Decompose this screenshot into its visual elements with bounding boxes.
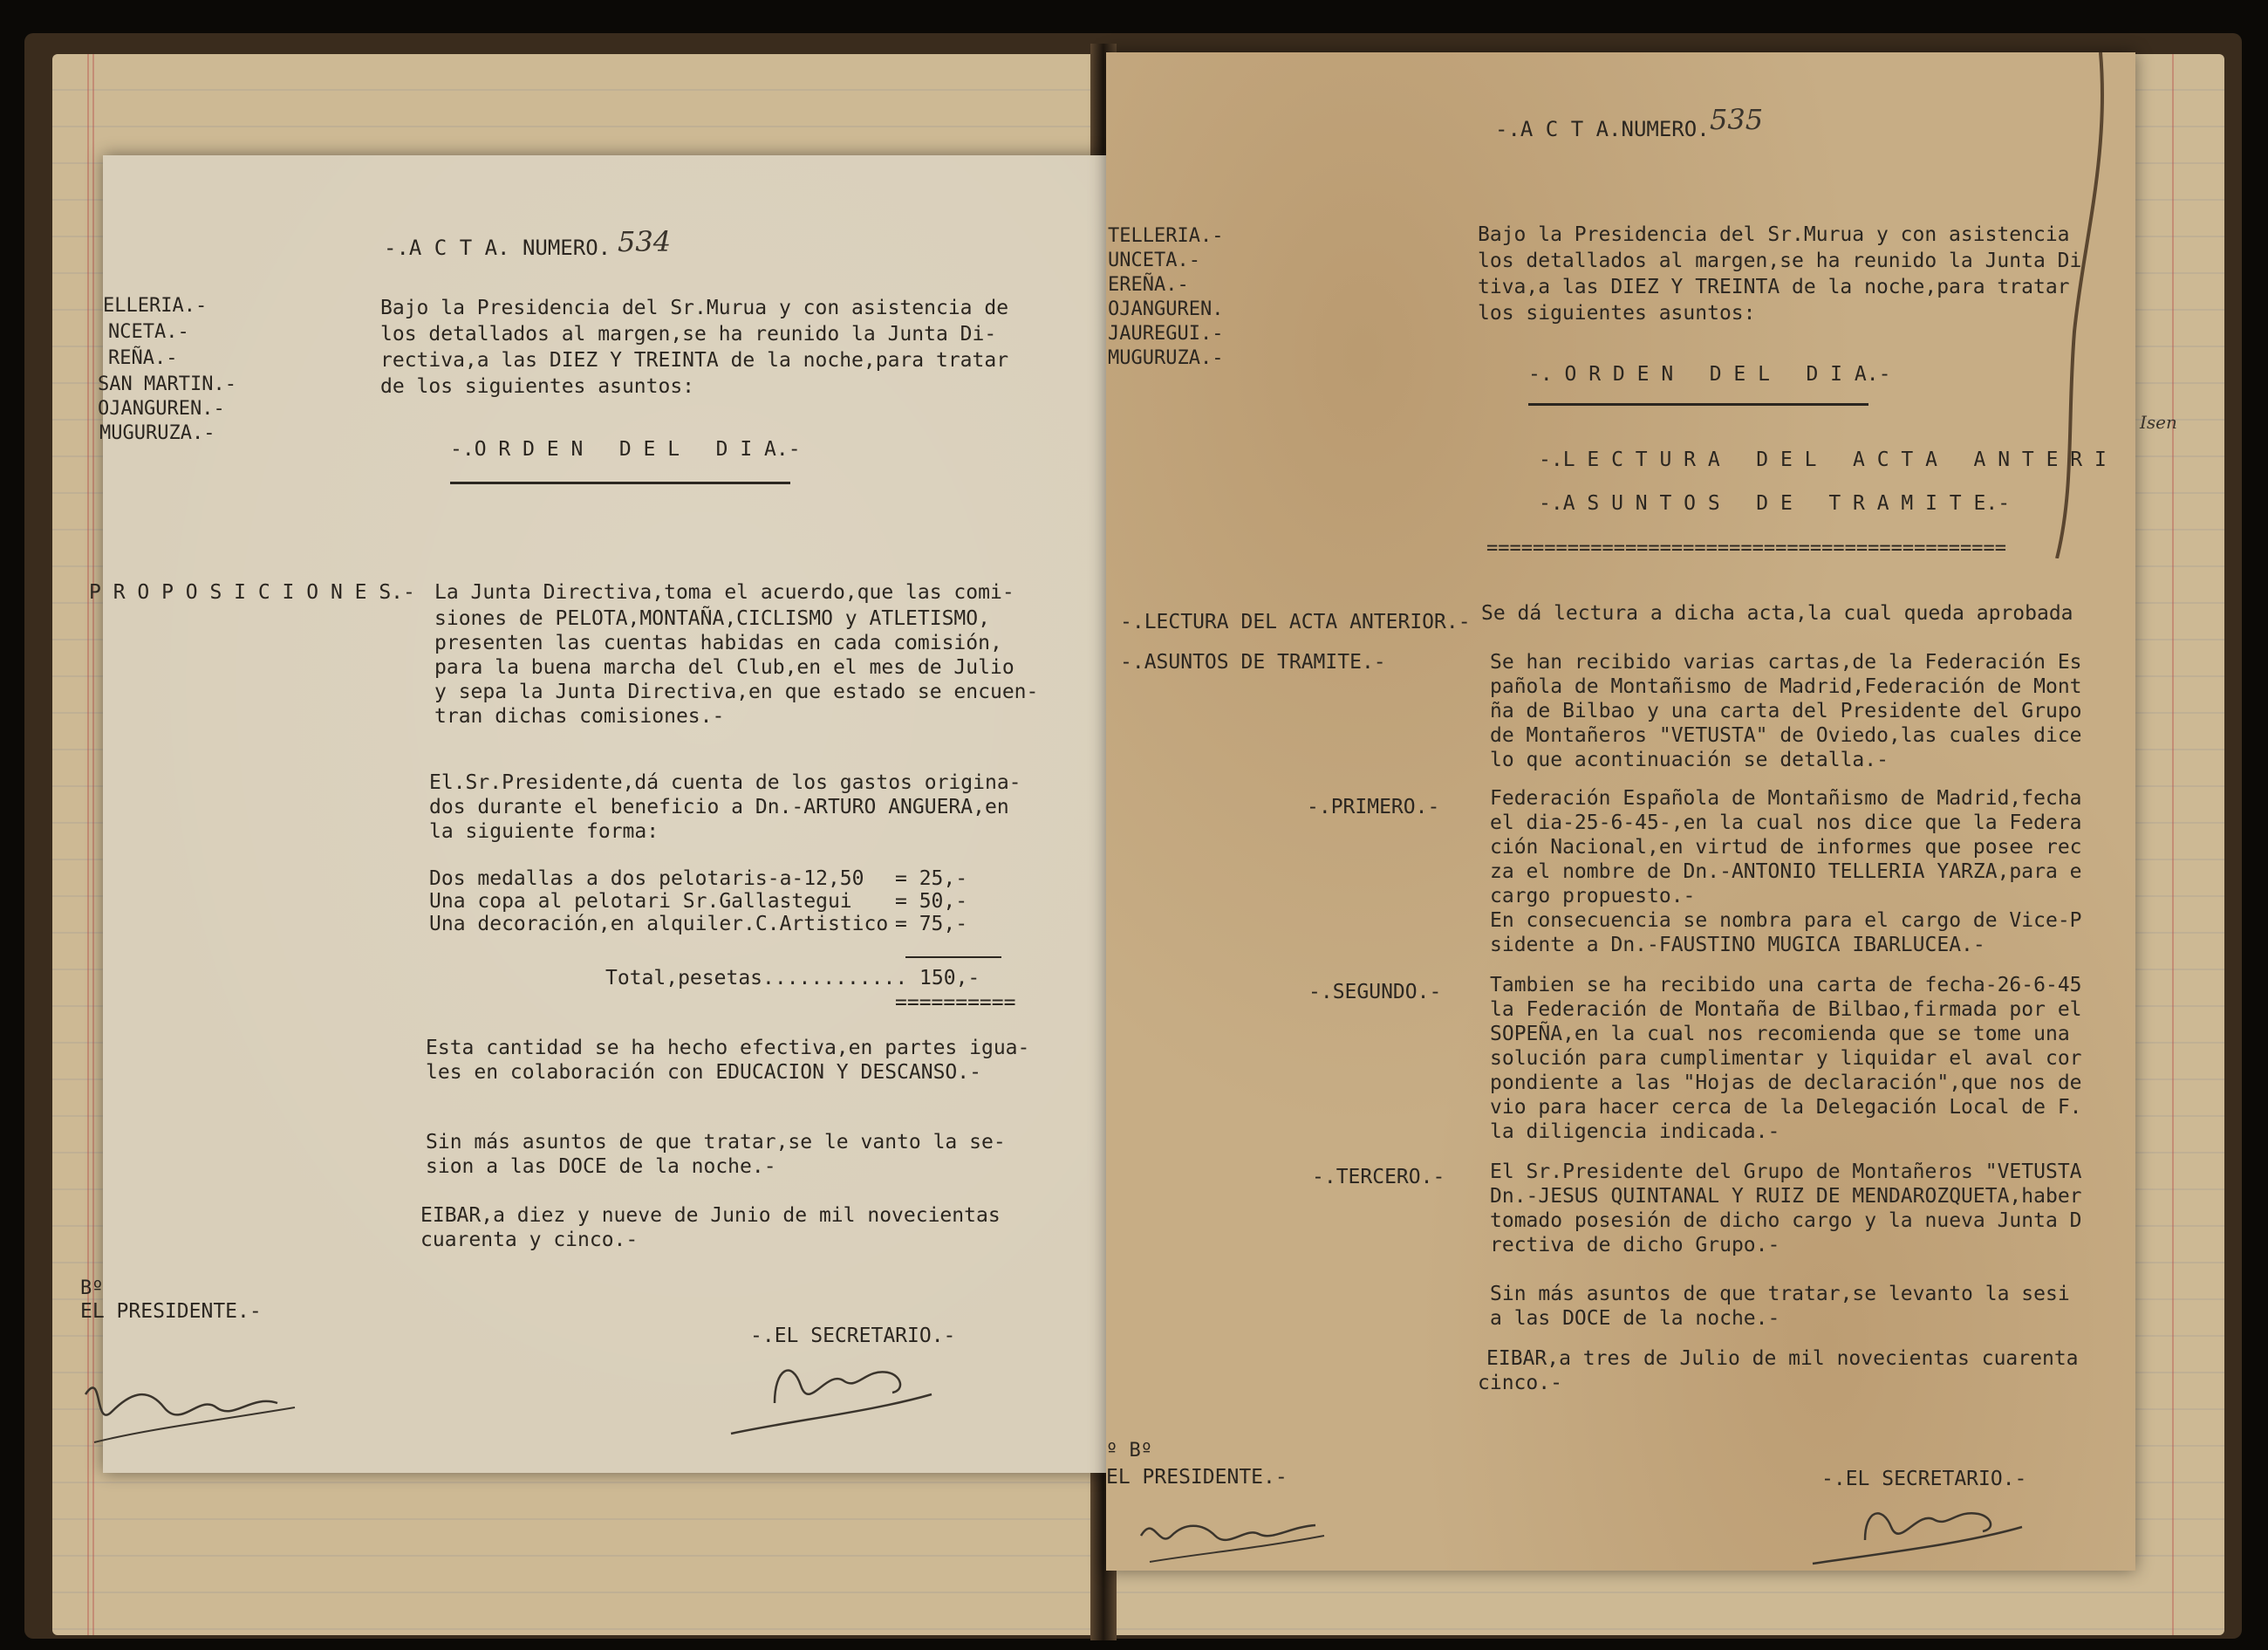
attendee: ELLERIA.- — [103, 295, 208, 317]
presidente-label: EL PRESIDENTE.- — [1106, 1466, 1288, 1489]
acta-number: 534 — [618, 225, 672, 258]
expense-item: Una decoración,en alquiler.C.Artistico — [429, 913, 889, 935]
text-line: la Federación de Montaña de Bilbao,firmada por el — [1490, 998, 2082, 1021]
orden-item: -.A S U N T O S D E T R A M I T E.- — [1539, 492, 2011, 515]
text-line: Esta cantidad se ha hecho efectiva,en partes igua- — [426, 1037, 1030, 1059]
text-line: Bajo la Presidencia del Sr.Murua y con asistencia — [1478, 223, 2070, 246]
text-line: de los siguientes asuntos: — [380, 375, 695, 398]
text-line: El.Sr.Presidente,dá cuenta de los gastos origina- — [429, 771, 1021, 794]
text-line: SOPEÑA,en la cual nos recomienda que se tome una — [1490, 1023, 2070, 1045]
attendee: MUGURUZA.- — [1108, 347, 1224, 369]
tercero-label: -.TERCERO.- — [1312, 1166, 1445, 1188]
text-line: a las DOCE de la noche.- — [1490, 1307, 1780, 1330]
attendee: EREÑA.- — [1108, 274, 1189, 296]
signature-secretario-stroke — [714, 1351, 940, 1447]
attendee: TELLERIA.- — [1108, 225, 1224, 247]
text-line: Bajo la Presidencia del Sr.Murua y con asistencia de — [380, 297, 1009, 319]
text-line: los siguientes asuntos: — [1478, 302, 1756, 325]
signature-secretario-stroke — [1804, 1501, 2031, 1571]
text-line: Sin más asuntos de que tratar,se levanto la sesi — [1490, 1283, 2070, 1305]
text-line: tomado posesión de dicho cargo y la nueva Junta D — [1490, 1209, 2082, 1232]
text-line: solución para cumplimentar y liquidar el aval cor — [1490, 1047, 2082, 1070]
text-line: de Montañeros "VETUSTA" de Oviedo,las cuales dice — [1490, 724, 2082, 747]
attendee: JAUREGUI.- — [1108, 323, 1224, 345]
expense-amount: = 50,- — [895, 890, 968, 913]
attendee: OJANGUREN. — [1108, 298, 1224, 320]
text-line: ña de Bilbao y una carta del Presidente del Grupo — [1490, 700, 2082, 722]
expense-amount: = 25,- — [895, 867, 968, 890]
attendee: SAN MARTIN.- — [98, 373, 236, 395]
text-line: y sepa la Junta Directiva,en que estado se encuen- — [434, 681, 1039, 703]
attendee: UNCETA.- — [1108, 250, 1200, 271]
expense-item: Dos medallas a dos pelotaris-a-12,50 — [429, 867, 864, 890]
total-underline: ========== — [895, 991, 1016, 1014]
text-line: Federación Española de Montañismo de Madrid,fecha — [1490, 787, 2082, 810]
attendee: NCETA.- — [108, 321, 189, 343]
acta-title: -.A C T A. NUMERO. — [384, 236, 611, 260]
text-line: dos durante el beneficio a Dn.-ARTURO ANGUERA,en — [429, 796, 1009, 818]
signature-presidente — [77, 1359, 304, 1455]
text-line: sidente a Dn.-FAUSTINO MUGICA IBARLUCEA.- — [1490, 934, 1985, 956]
text-line: tran dichas comisiones.- — [434, 705, 725, 728]
text-line: vio para hacer cerca de la Delegación Local de F. — [1490, 1096, 2082, 1119]
attendee: REÑA.- — [108, 347, 178, 369]
attendee: MUGURUZA.- — [99, 422, 215, 444]
text-line: presenten las cuentas habidas en cada comisión, — [434, 632, 1002, 654]
text-line: EIBAR,a diez y nueve de Junio de mil novecientas — [420, 1204, 1001, 1227]
text-line: la siguiente forma: — [429, 820, 659, 843]
text-line: La Junta Directiva,toma el acuerdo,que las comi- — [434, 581, 1014, 604]
text-line: cuarenta y cinco.- — [420, 1229, 639, 1251]
acta-number: 535 — [1710, 103, 1764, 136]
text-line: tiva,a las DIEZ Y TREINTA de la noche,para tratar — [1478, 276, 2070, 298]
text-line: sion a las DOCE de la noche.- — [426, 1155, 776, 1178]
text-line: los detallados al margen,se ha reunido la Junta Di — [1478, 250, 2082, 272]
lectura-label: -.LECTURA DEL ACTA ANTERIOR.- — [1120, 611, 1471, 633]
text-line: Tambien se ha recibido una carta de fecha-26-6-45 — [1490, 974, 2082, 996]
signature-presidente — [1106, 1501, 1333, 1571]
text-line: Se dá lectura a dicha acta,la cual queda aprobada — [1481, 602, 2073, 625]
separator-line: ============================================= — [1486, 537, 2007, 559]
total-line: Total,pesetas............ 150,- — [605, 967, 980, 989]
text-line: los detallados al margen,se ha reunido la Junta Di- — [380, 323, 997, 346]
text-line: pañola de Montañismo de Madrid,Federación de Mont — [1490, 675, 2082, 698]
margin-line — [2172, 54, 2174, 1635]
heading-underline — [1528, 403, 1868, 406]
text-line: el dia-25-6-45-,en la cual nos dice que la Federa — [1490, 811, 2082, 834]
text-line: para la buena marcha del Club,en el mes de Julio — [434, 656, 1014, 679]
segundo-label: -.SEGUNDO.- — [1308, 981, 1442, 1003]
text-line: En consecuencia se nombra para el cargo de Vice-P — [1490, 909, 2082, 932]
orden-heading: -.O R D E N D E L D I A.- — [450, 438, 801, 461]
text-line: cargo propuesto.- — [1490, 885, 1696, 907]
acta-534-sheet — [80, 155, 1106, 1473]
text-line: cinco.- — [1478, 1372, 1562, 1394]
orden-heading: -. O R D E N D E L D I A.- — [1528, 363, 1891, 386]
text-line: rectiva,a las DIEZ Y TREINTA de la noche,para tratar — [380, 349, 1009, 372]
text-line: lo que acontinuación se detalla.- — [1490, 749, 1889, 771]
text-line: EIBAR,a tres de Julio de mil novecientas cuarenta — [1486, 1347, 2079, 1370]
text-line: ción Nacional,en virtud de informes que posee rec — [1490, 836, 2082, 859]
presidente-label: EL PRESIDENTE.- — [80, 1300, 262, 1323]
acta-title: -.A C T A.NUMERO. — [1495, 117, 1710, 141]
secretario-label: -.EL SECRETARIO.- — [750, 1325, 956, 1347]
signature-secretario — [714, 1351, 940, 1447]
text-line: siones de PELOTA,MONTAÑA,CICLISMO y ATLETISMO, — [434, 607, 990, 630]
proposiciones-label: P R O P O S I C I O N E S.- — [89, 581, 415, 604]
signature-presidente-stroke — [1106, 1501, 1333, 1571]
signature-presidente-stroke — [77, 1359, 304, 1455]
margin-note: Isen — [2140, 412, 2177, 433]
text-line: El Sr.Presidente del Grupo de Montañeros "VETUSTA — [1490, 1160, 2082, 1183]
text-line: Se han recibido varias cartas,de la Federación Es — [1490, 651, 2082, 674]
sum-rule — [905, 956, 1001, 958]
secretario-label: -.EL SECRETARIO.- — [1821, 1468, 2027, 1490]
vb-mark: Bº — [80, 1277, 104, 1299]
paper-tear — [2048, 52, 2144, 558]
text-line: la diligencia indicada.- — [1490, 1120, 1780, 1143]
vb-mark: º Bº — [1106, 1440, 1152, 1462]
text-line: Sin más asuntos de que tratar,se le vanto la se- — [426, 1131, 1006, 1154]
heading-underline — [450, 482, 790, 484]
text-line: rectiva de dicho Grupo.- — [1490, 1234, 1780, 1256]
text-line: pondiente a las "Hojas de declaración",que nos de — [1490, 1071, 2082, 1094]
expense-item: Una copa al pelotari Sr.Gallastegui — [429, 890, 852, 913]
text-line: les en colaboración con EDUCACION Y DESCANSO.- — [426, 1061, 981, 1084]
attendee: OJANGUREN.- — [98, 398, 225, 420]
primero-label: -.PRIMERO.- — [1307, 796, 1440, 818]
text-line: Dn.-JESUS QUINTANAL Y RUIZ DE MENDAROZQUETA,haber — [1490, 1185, 2082, 1208]
orden-item: -.L E C T U R A D E L A C T A A N T E R I — [1539, 448, 2107, 471]
expense-amount: = 75,- — [895, 913, 968, 935]
asuntos-label: -.ASUNTOS DE TRAMITE.- — [1120, 651, 1386, 674]
signature-secretario — [1804, 1501, 2031, 1571]
text-line: za el nombre de Dn.-ANTONIO TELLERIA YARZA,para e — [1490, 860, 2082, 883]
acta-535-sheet — [1106, 52, 2177, 1571]
